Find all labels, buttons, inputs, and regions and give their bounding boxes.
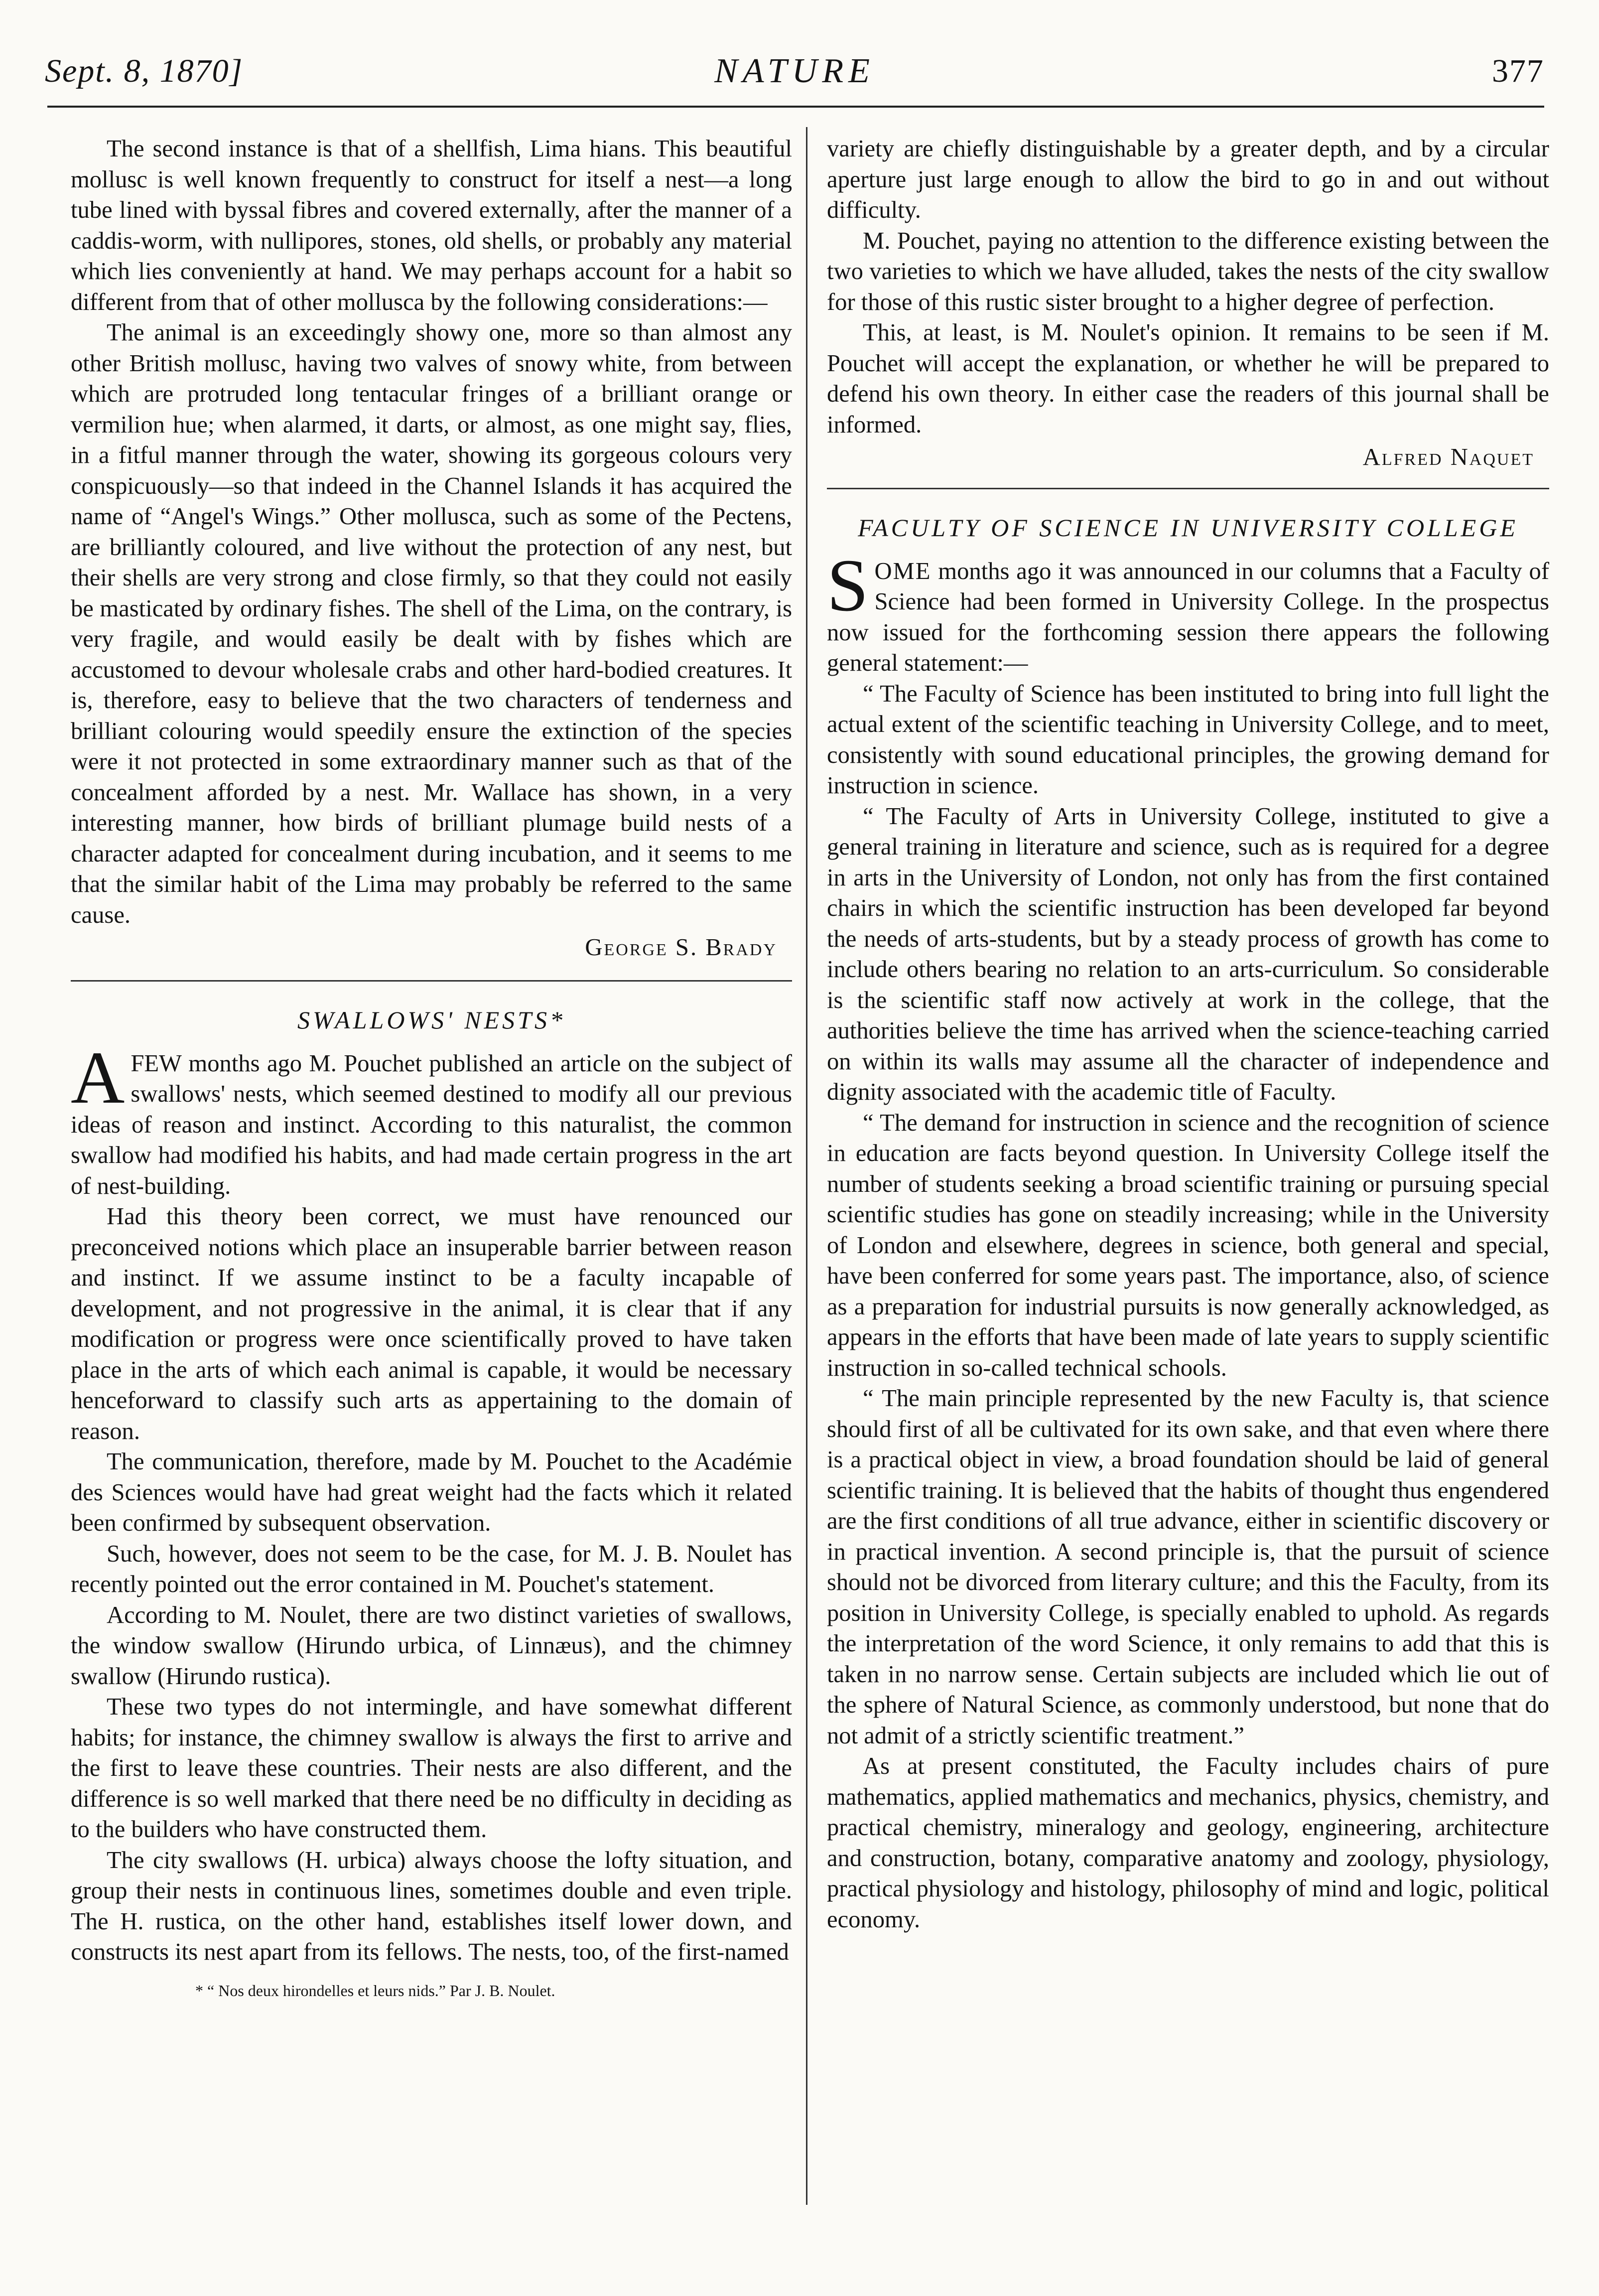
section-title-swallows: SWALLOWS' NESTS* <box>297 1005 565 1034</box>
section-rule <box>827 488 1549 489</box>
page-number: 377 <box>1492 53 1544 89</box>
faculty-paragraph-5: “ The main principle represented by the new Faculty is, that science should first of all be cultivated for its own sake, and that even where there is a practical object in view, a broad foundation should be laid of general scientific training. It is believed that the habits of thought thus engendered are the first conditions of all true advance, either in scientific discovery or in practical invention. A second principle is, that the pursuit of science should not be divorced from literary culture; and this the Faculty, from its position in University College, is specially enabled to uphold. As regards the interpretation of the word Science, it only remains to add that this is taken in no narrow sense. Certain subjects are included which lie out of the sphere of Natural Science, as commonly understood, but none that do not admit of a strictly scientific treatment.” <box>827 1385 1549 1749</box>
faculty-paragraph-3: “ The Faculty of Arts in University College, instituted to give a general training in literature and science, such as is required for a degree in arts in the University of London, not only has from the first contained chairs in which the scientific instruction has been developed far beyond the needs of arts-students, but by a steady process of growth has come to include others bearing no relation to an arts-curriculum. So considerable is the scientific staff now actively at work in the college, that the authorities believe the time has arrived when the science-teaching carried on within its walls may assume all the character of independence and dignity associated with the academic title of Faculty. <box>827 802 1549 1105</box>
swallows-paragraph-4: Such, however, does not seem to be the case, for M. J. B. Noulet has recently pointed out the error contained in M. Pouchet's statement. <box>71 1540 792 1597</box>
lima-paragraph-2: The animal is an exceedingly showy one, more so than almost any other British mollusc, having two valves of snowy white, from between which are protruded long tentacular fringes of a brilliant orange or vermilion hue; when alarmed, it darts, or almost, as one might say, flies, in a fitful manner through the water, showing its gorgeous colours very conspicuously—so that indeed in the Channel Islands it has acquired the name of “Angel's Wings.” Other mollusca, such as some of the Pectens, are brilliantly coloured, and live without the protection of any nest, but their shells are very strong and close firmly, so that they could not easily be masticated by ordinary fishes. The shell of the Lima, on the contrary, is very fragile, and would easily be dealt with by fishes which are accustomed to devour wholesale crabs and other hard-bodied creatures. It is, therefore, easy to believe that the two characters of tenderness and brilliant colouring would speedily ensure the extinction of the species were it not protected in some extraordinary manner such as that of the concealment afforded by a nest. Mr. Wallace has shown, in a very interesting manner, how birds of brilliant plumage build nests of a character adapted for concealment during incubation, and it seems to me that the similar habit of the Lima may probably be referred to the same cause. <box>71 319 792 928</box>
swallows-paragraph-6: These two types do not intermingle, and have somewhat different habits; for instance, the chimney swallow is always the first to arrive and the first to leave these countries. Their nests are also different, and the difference is so well marked that there need be no difficulty in deciding as to the builders who have constructed them. <box>71 1693 792 1843</box>
journal-title: NATURE <box>714 52 875 90</box>
swallows-continued-3: This, at least, is M. Noulet's opinion. It remains to be seen if M. Pouchet will accept the explanation, or whether he will be prepared to defend his own theory. In either case the readers of this journal shall be informed. <box>827 319 1549 438</box>
swallows-paragraph-7: The city swallows (H. urbica) always choose the lofty situation, and group their nests in continuous lines, sometimes double and even triple. The H. rustica, on the other hand, establishes itself lower down, and constructs its nest apart from its fellows. The nests, too, of the first-named <box>71 1846 792 1965</box>
swallows-paragraph-1: AFEW months ago M. Pouchet published an article on the subject of swallows' nests, which seemed destined to modify all our previous ideas of reason and instinct. According to this naturalist, the common swallow had modified his habits, and had made certain progress in the art of nest-building. <box>71 1036 792 1199</box>
swallows-paragraph-3: The communication, therefore, made by M. Pouchet to the Académie des Sciences would have had great weight had the facts which it related been confirmed by subsequent observation. <box>71 1448 792 1536</box>
swallows-continued-1: variety are chiefly distinguishable by a greater depth, and by a circular aperture just large enough to allow the bird to go in and out without difficulty. <box>827 135 1549 223</box>
faculty-paragraph-2: “ The Faculty of Science has been instituted to bring into full light the actual extent of the scientific teaching in University College, and to meet, consistently with sound educational principles, the growing demand for instruction in science. <box>827 680 1549 799</box>
lima-paragraph-1: The second instance is that of a shellfish, Lima hians. This beautiful mollusc is well known frequently to construct for itself a nest—a long tube lined with byssal fibres and covered externally, after the manner of a caddis-worm, with nullipores, stones, old shells, or probably any material which lies conveniently at hand. We may perhaps account for a habit so different from that of other mollusca by the following considerations:— <box>71 135 792 315</box>
faculty-paragraph-4: “ The demand for instruction in science and the recognition of science in education are facts beyond question. In University College itself the number of students seeking a broad scientific training or pursuing special scientific studies has gone on steadily increasing; while in the University of London and elsewhere, degrees in science, both general and special, have been conferred for some years past. The importance, also, of science as a preparation for industrial pursuits is now generally acknowledged, as appears in the efforts that have been made of late years to supply scientific instruction in so-called technical schools. <box>827 1109 1549 1381</box>
swallows-continued-2: M. Pouchet, paying no attention to the difference existing between the two varieties to which we have alluded, takes the nests of the city swallow for those of this rustic sister brought to a higher degree of perfection. <box>827 227 1549 315</box>
right-column <box>827 134 1549 1935</box>
column-divider <box>806 127 807 2205</box>
issue-date: Sept. 8, 1870] <box>45 53 244 89</box>
drop-cap-a: A <box>71 1036 125 1119</box>
swallows-paragraph-2: Had this theory been correct, we must have renounced our preconceived notions which place an insuperable barrier between reason and instinct. If we assume instinct to be a faculty incapable of development, and not progressive in the animal, it is clear that if any modification or progress were once scientifically proved to have taken place in the arts of which each animal is capable, it would be necessary henceforward to classify such arts as appertaining to the domain of reason. <box>71 1203 792 1444</box>
swallows-paragraph-5: According to M. Noulet, there are two distinct varieties of swallows, the window swallow (Hirundo urbica, of Linnæus), and the chimney swallow (Hirundo rustica). <box>71 1601 792 1690</box>
signature-brady: George S. Brady <box>585 934 777 961</box>
faculty-paragraph-6: As at present constituted, the Faculty includes chairs of pure mathematics, applied mathematics and mechanics, physics, chemistry, and practical chemistry, mineralogy and geology, engineering, architecture and construction, botany, comparative anatomy and zoology, physiology, practical physiology and histology, philosophy of mind and logic, political economy. <box>827 1752 1549 1933</box>
header-rule <box>47 106 1544 108</box>
left-column <box>71 134 792 2001</box>
signature-naquet: Alfred Naquet <box>1362 443 1534 470</box>
page-header <box>45 44 1544 99</box>
faculty-paragraph-1: SOME months ago it was announced in our columns that a Faculty of Science had been formed in University College. In the prospectus now issued for the forthcoming session there appears the following general statement:— <box>827 544 1549 676</box>
section-title-faculty: FACULTY OF SCIENCE IN UNIVERSITY COLLEGE <box>858 513 1518 542</box>
footnote: * “ Nos deux hirondelles et leurs nids.” Par J. B. Noulet. <box>195 1981 555 2000</box>
drop-cap-s: S <box>827 544 869 627</box>
section-rule <box>71 980 792 982</box>
